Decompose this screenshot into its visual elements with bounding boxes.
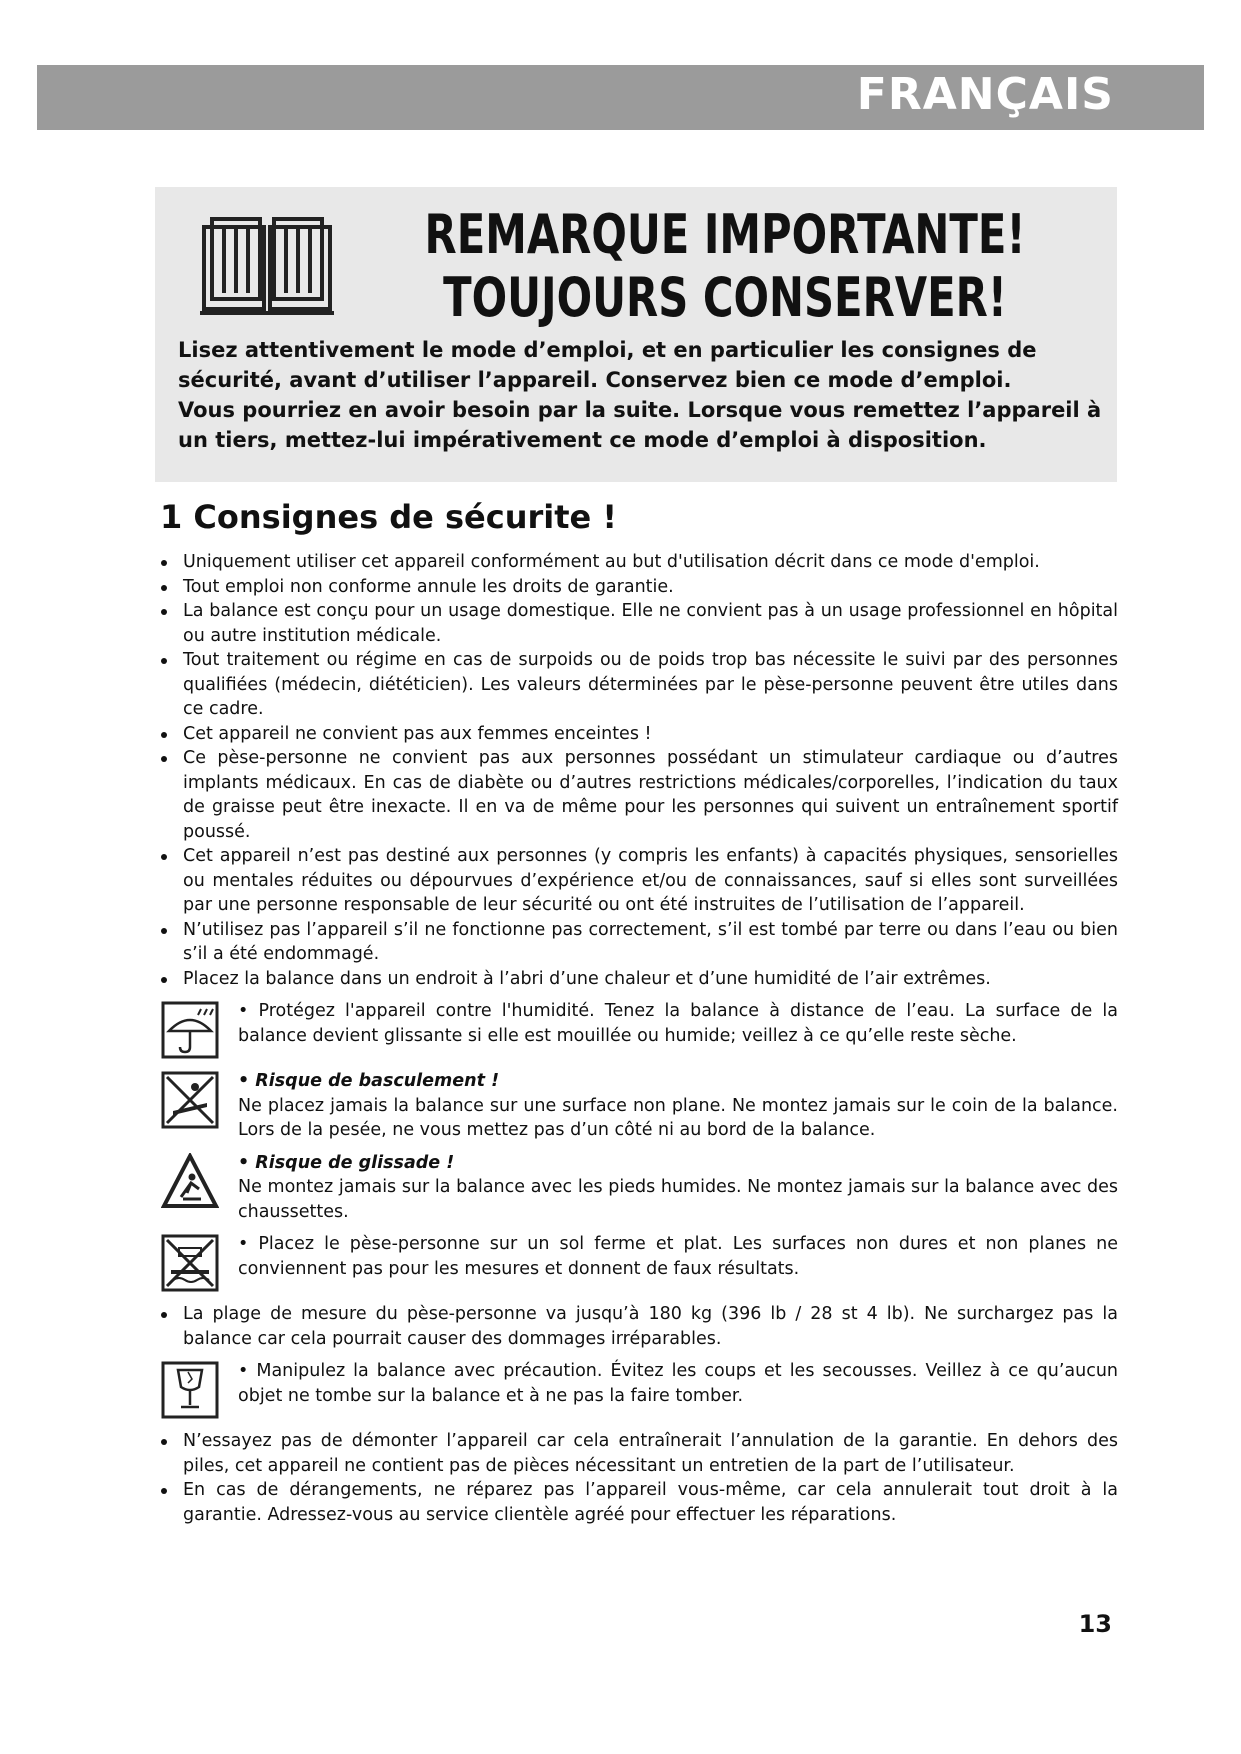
slipping-heading: • Risque de glissade ! (238, 1152, 455, 1173)
list-item: En cas de dérangements, ne réparez pas l’appareil vous-même, car cela annulerait tout droit à la garantie. Adressez-vous au service clientèle agréé pour effectuer les réparations. (158, 1478, 1118, 1527)
notice-intro (178, 335, 1108, 455)
page-number: 13 (1078, 1610, 1112, 1638)
floor-warning (158, 1232, 1118, 1294)
intro-line: un tiers, mettez-lui impérativement ce mode d’emploi à disposition. (178, 428, 987, 452)
list-item: Placez la balance dans un endroit à l’abri d’une chaleur et d’une humidité de l’air extrêmes. (158, 967, 1118, 992)
section-title: 1 Consignes de sécurite ! (160, 498, 617, 536)
language-label: FRANÇAIS (856, 69, 1114, 120)
umbrella-humidity-icon (161, 1001, 219, 1059)
intro-line: sécurité, avant d’utiliser l’appareil. Conservez bien ce mode d’emploi. (178, 368, 1012, 392)
list-item: N’essayez pas de démonter l’appareil car cela entraînerait l’annulation de la garantie. En dehors des piles, cet appareil ne contient pas de pièces nécessitant un entretien de la part de l’utilisateur. (158, 1429, 1118, 1478)
open-book-icon (198, 213, 336, 317)
list-item: La balance est conçu pour un usage domestique. Elle ne convient pas à un usage professionnel en hôpital ou autre institution médicale. (158, 599, 1118, 648)
notice-title-line1: REMARQUE IMPORTANTE! (424, 203, 1026, 266)
intro-line: Vous pourriez en avoir besoin par la suite. Lorsque vous remettez l’appareil à (178, 398, 1102, 422)
list-item: Cet appareil n’est pas destiné aux personnes (y compris les enfants) à capacités physiques, sensorielles ou mentales réduites ou dépourvues d’expérience et/ou de connaissances, sauf si elles sont surveillées par une personne responsable de leur sécurité ou ont été instruites de l’utilisation de l’appareil. (158, 844, 1118, 918)
slip-warning-icon (161, 1153, 219, 1211)
list-item: La plage de mesure du pèse-personne va jusqu’à 180 kg (396 lb / 28 st 4 lb). Ne surchargez pas la balance car cela pourrait causer des dommages irréparables. (158, 1302, 1118, 1351)
list-item: Uniquement utiliser cet appareil conformément au but d'utilisation décrit dans ce mode d'emploi. (158, 550, 1118, 575)
list-item: N’utilisez pas l’appareil s’il ne fonctionne pas correctement, s’il est tombé par terre ou dans l’eau ou bien s’il a été endommagé. (158, 918, 1118, 967)
slipping-text: Ne montez jamais sur la balance avec les pieds humides. Ne montez jamais sur la balance avec des chaussettes. (238, 1177, 1118, 1222)
humidity-text: • Protégez l'appareil contre l'humidité. Tenez la balance à distance de l’eau. La surface de la balance devient glissante si elle est mouillée ou humide; veillez à ce qu’elle reste sèche. (238, 1001, 1118, 1046)
important-notice-box (155, 187, 1117, 482)
tipping-warning (158, 1069, 1118, 1143)
list-item: Ce pèse-personne ne convient pas aux personnes possédant un stimulateur cardiaque ou d’autres implants médicaux. En cas de diabète ou d’autres restrictions médicales/corporelles, l’indication du taux de graisse peut être inexacte. Il en va de même pour les personnes qui suivent un entraînement sportif poussé. (158, 746, 1118, 844)
language-header-bar (37, 65, 1204, 130)
humidity-warning (158, 999, 1118, 1061)
no-soft-floor-icon (161, 1234, 219, 1292)
list-item: Cet appareil ne convient pas aux femmes enceintes ! (158, 722, 1118, 747)
list-item: Tout emploi non conforme annule les droits de garantie. (158, 575, 1118, 600)
safety-content (158, 550, 1118, 1527)
tipping-text: Ne placez jamais la balance sur une surface non plane. Ne montez jamais sur le coin de la balance. Lors de la pesée, ne vous mettez pas d’un côté ni au bord de la balance. (238, 1095, 1118, 1140)
list-item: Tout traitement ou régime en cas de surpoids ou de poids trop bas nécessite le suivi par des personnes qualifiées (médecin, diététicien). Les valeurs déterminées par le pèse-personne peuvent être utiles dans ce cadre. (158, 648, 1118, 722)
notice-title-line2: TOUJOURS CONSERVER! (443, 266, 1007, 329)
fragile-warning (158, 1359, 1118, 1421)
fragile-text: • Manipulez la balance avec précaution. Évitez les coups et les secousses. Veillez à ce qu’aucun objet ne tombe sur la balance et à ne pas la faire tomber. (238, 1361, 1118, 1406)
floor-text: • Placez le pèse-personne sur un sol ferme et plat. Les surfaces non dures et non planes ne conviennent pas pour les mesures et donnent de faux résultats. (238, 1234, 1118, 1279)
slipping-warning (158, 1151, 1118, 1225)
tipping-icon (161, 1071, 219, 1129)
fragile-glass-icon (161, 1361, 219, 1419)
tipping-heading: • Risque de basculement ! (238, 1071, 500, 1091)
intro-line: Lisez attentivement le mode d’emploi, et en particulier les consignes de (178, 338, 1037, 362)
